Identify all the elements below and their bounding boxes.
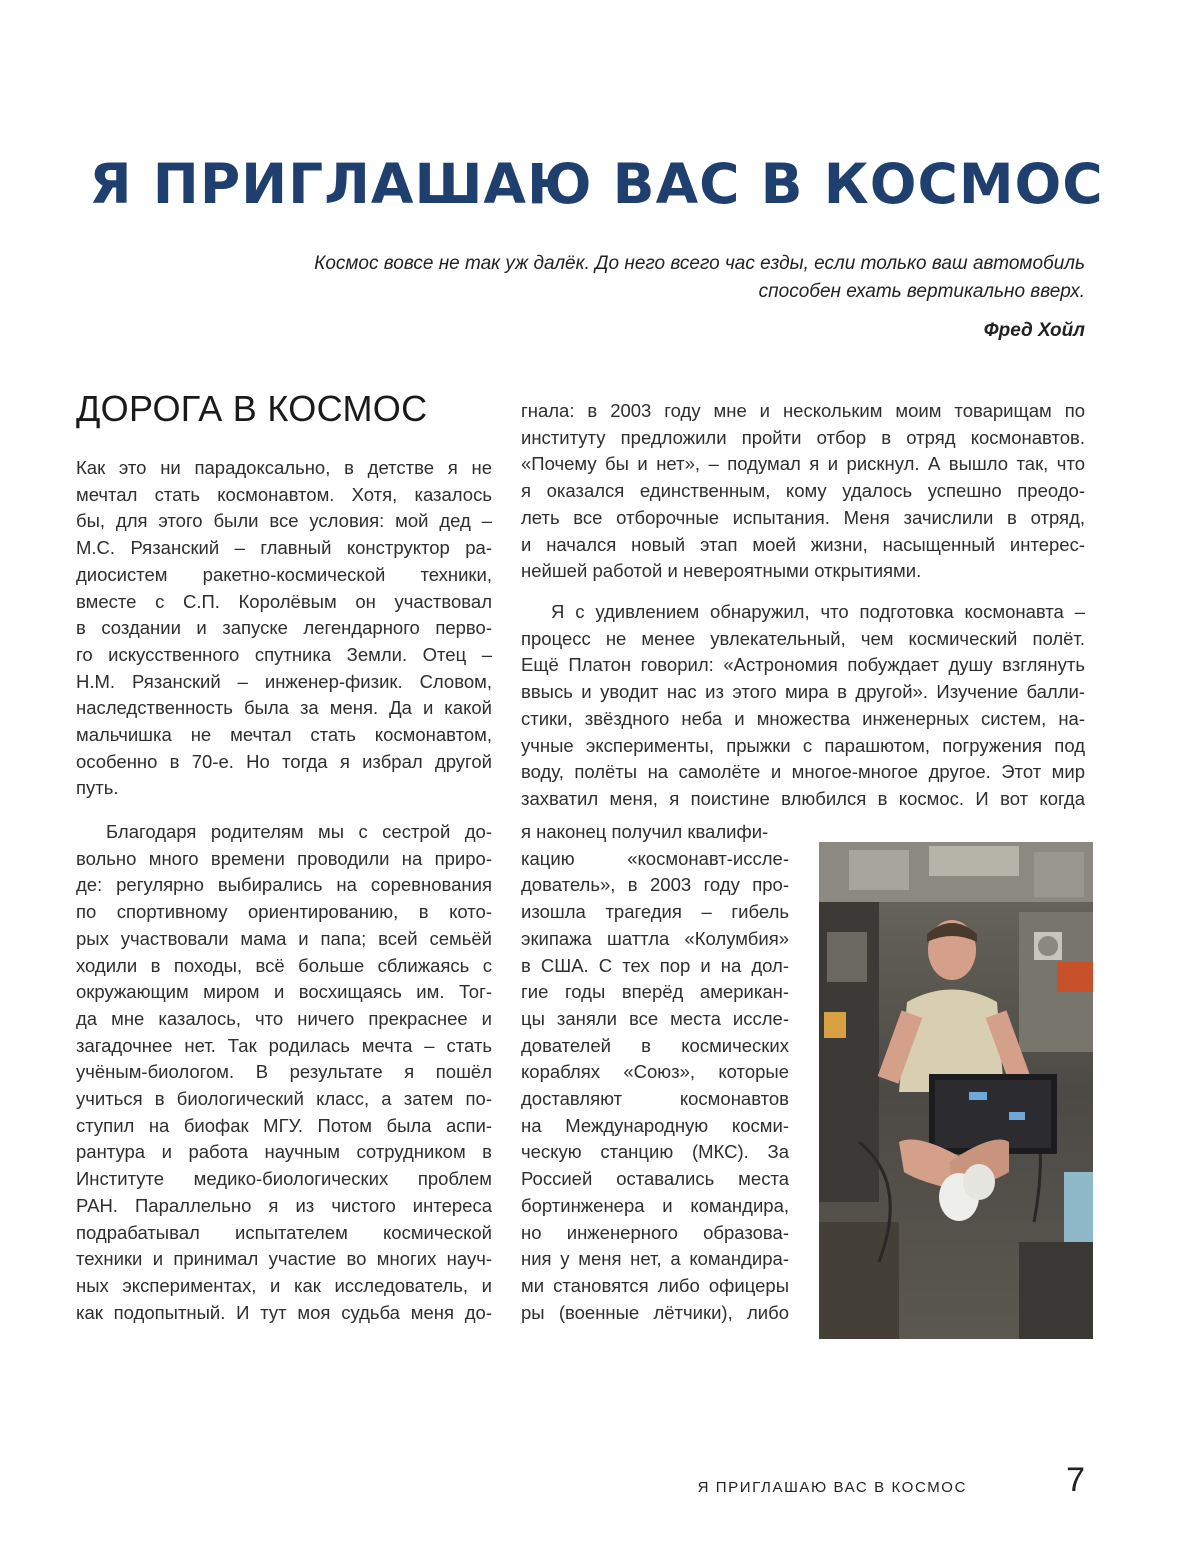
- body-text-line: дователь», в 2003 году про-: [521, 874, 789, 896]
- body-text-line: Как это ни парадоксально, в детстве я не: [76, 457, 492, 478]
- epigraph: [185, 250, 1085, 345]
- body-text-line: рантура и работа научным сотрудником в: [76, 1141, 492, 1163]
- body-text-line: по спортивному ориентированию, в кото-: [76, 901, 492, 923]
- body-text-line: «Почему бы и нет», – подумал я и рискнул. А вышло так, что: [521, 453, 1085, 475]
- epigraph-line: способен ехать вертикально вверх.: [758, 281, 1085, 302]
- body-text-line: да мне казалось, что ничего прекраснее и: [76, 1007, 492, 1029]
- body-text-line: подрабатывал испытателем космической: [76, 1221, 492, 1243]
- body-text-line: окружающим миром и восхищаясь им. Тог-: [76, 981, 492, 1003]
- body-text-line: Я с удивлением обнаружил, что подготовка космонавта –: [551, 601, 1085, 622]
- body-text-line: Ещё Платон говорил: «Астрономия побуждает душу взглянуть: [521, 654, 1085, 676]
- body-text-line: институту предложили пройти отбор в отряд космонавтов.: [521, 426, 1085, 448]
- body-text-line: бы, для этого были все условия: мой дед –: [76, 510, 492, 532]
- body-text-line: загадочнее нет. Так родилась мечта – стать: [76, 1034, 492, 1056]
- body-text-line: мальчишка не мечтал стать космонавтом,: [76, 724, 492, 745]
- body-text-line: гнала: в 2003 году мне и нескольким моим товарищам по: [521, 400, 1085, 421]
- body-text-line: РАН. Параллельно я из чистого интереса: [76, 1194, 492, 1216]
- body-text-line: в США. С тех пор и на дол-: [521, 954, 789, 976]
- body-text-line: гие годы вперёд американ-: [521, 981, 789, 1003]
- body-text-line: кораблях «Союз», которые: [521, 1061, 789, 1083]
- body-text-line: ных экспериментах, и как исследователь, и: [76, 1274, 492, 1296]
- body-text-line: доставляют космонавтов: [521, 1088, 789, 1109]
- body-text-line: на Международную косми-: [521, 1114, 789, 1136]
- body-text-line: процесс не менее увлекательный, чем космический полёт.: [521, 627, 1085, 649]
- body-text-line: я оказался единственным, кому удалось успешно преодо-: [521, 480, 1085, 502]
- section-heading: ДОРОГА В КОСМОС: [76, 388, 428, 429]
- body-text-line: учёным-биологом. В результате я пошёл: [76, 1061, 492, 1083]
- running-title: Я ПРИГЛАШАЮ ВАС В КОСМОС: [697, 1479, 967, 1496]
- body-text-line: особенно в 70-е. Но тогда я избрал другой: [76, 750, 492, 772]
- body-text-line: Россией оставались места: [521, 1168, 789, 1190]
- body-text-line: стики, звёздного неба и множества инженерных систем, на-: [521, 707, 1085, 729]
- body-text-line: де: регулярно выбирались на соревнования: [76, 874, 492, 896]
- body-text-line: вместе с С.П. Королёвым он участвовал: [76, 590, 492, 612]
- cosmonaut-photo: [819, 842, 1093, 1339]
- body-text-line: мечтал стать космонавтом. Хотя, казалось: [76, 483, 492, 505]
- body-text-line: изошла трагедия – гибель: [521, 901, 789, 923]
- body-text-line: Институте медико-биологических проблем: [76, 1168, 492, 1190]
- body-text-line: я наконец получил квалифи-: [521, 821, 769, 842]
- page-number: 7: [1066, 1461, 1085, 1499]
- body-text-line: ческую станцию (МКС). За: [521, 1141, 789, 1163]
- body-text-line: путь.: [76, 777, 119, 799]
- epigraph-author: Фред Хойл: [983, 320, 1085, 341]
- body-text-line: М.С. Рязанский – главный конструктор ра-: [76, 537, 492, 559]
- body-text-line: бортинженера и командира,: [521, 1194, 789, 1216]
- body-text-line: как подопытный. И тут моя судьба меня до-: [76, 1301, 492, 1323]
- body-text-line: ми становятся либо офицеры: [521, 1274, 789, 1296]
- body-text-line: техники и принимал участие во многих науч-: [76, 1248, 492, 1270]
- body-text-line: воду, полёты на самолёте и многое-многое другое. Этот мир: [521, 761, 1085, 783]
- body-text-line: наследственность была за меня. Да и какой: [76, 697, 492, 719]
- body-text-line: учиться в биологический класс, а затем по-: [76, 1088, 492, 1109]
- body-text-line: ния у меня нет, а командира-: [521, 1248, 789, 1270]
- body-text-line: цы заняли все места иссле-: [521, 1007, 789, 1029]
- body-text-line: леть все отборочные испытания. Меня зачислили в отряд,: [521, 506, 1085, 528]
- body-text-line: экипажа шаттла «Колумбия»: [521, 927, 789, 949]
- body-text-line: ры (военные лётчики), либо: [521, 1301, 789, 1323]
- epigraph-line: Космос вовсе не так уж далёк. До него всего час езды, если только ваш автомобиль: [314, 253, 1085, 274]
- body-text-line: Н.М. Рязанский – инженер-физик. Словом,: [76, 670, 492, 692]
- body-text-line: вольно много времени проводили на приро-: [76, 847, 492, 869]
- body-text-line: го искусственного спутника Земли. Отец –: [76, 643, 492, 665]
- page-title: Я ПРИГЛАШАЮ ВАС В КОСМОС: [89, 152, 1104, 216]
- body-text-line: и начался новый этап моей жизни, насыщенный интерес-: [521, 533, 1085, 555]
- body-text-line: кацию «космонавт-иссле-: [521, 847, 789, 869]
- body-text-line: дователей в космических: [521, 1034, 789, 1056]
- body-text-line: захватил меня, я поистине влюбился в космос. И вот когда: [521, 787, 1085, 809]
- body-text-line: ходили в походы, всё больше сближаясь с: [76, 954, 492, 976]
- body-text-line: диосистем ракетно-космической техники,: [76, 563, 492, 585]
- body-text-line: ступил на биофак МГУ. Потом была аспи-: [76, 1114, 492, 1136]
- body-text-line: ввысь и уводит нас из этого мира в другой». Изучение балли-: [521, 681, 1085, 703]
- body-text-line: в создании и запуске легендарного перво-: [76, 617, 492, 639]
- body-text-line: нейшей работой и невероятными открытиями.: [521, 560, 922, 582]
- body-text-line: учные эксперименты, прыжки с парашютом, погружения под: [521, 734, 1085, 756]
- body-text-line: Благодаря родителям мы с сестрой до-: [106, 821, 492, 842]
- body-text-line: но инженерного образова-: [521, 1221, 789, 1243]
- body-text-line: рых участвовали мама и папа; всей семьёй: [76, 927, 492, 949]
